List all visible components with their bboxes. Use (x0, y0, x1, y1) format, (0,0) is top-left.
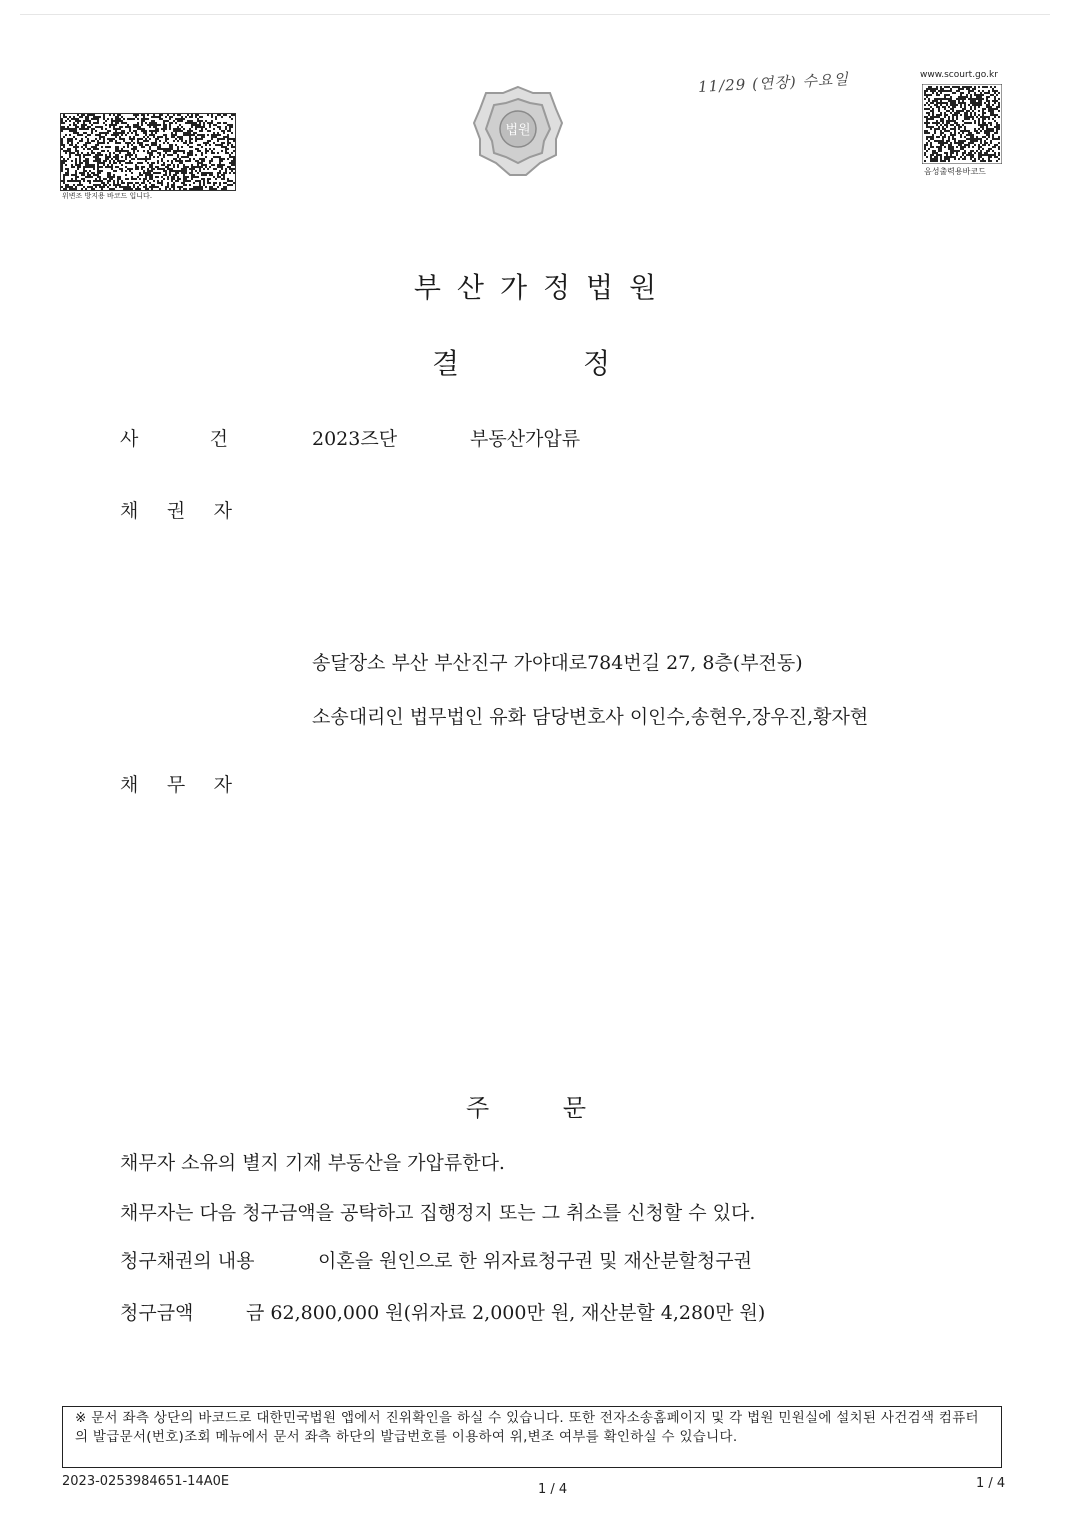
creditor-label (120, 496, 232, 523)
debtor-label-char: 자 (213, 774, 232, 796)
case-label (120, 424, 228, 451)
debtor-label-char: 무 (166, 774, 186, 796)
doc-title-left: 결 (432, 347, 460, 380)
creditor-label-char: 권 (166, 500, 186, 522)
anti-forgery-barcode (60, 113, 236, 191)
main-order-title-char: 주 (466, 1094, 490, 1122)
court-name: 부산가정법원 (413, 271, 673, 304)
amount-value: 금 62,800,000 원(위자료 2,000만 원, 재산분할 4,280만 원) (246, 1302, 766, 1324)
handwritten-note: 11/29 (연장) 수요일 (697, 70, 850, 96)
page-number-right: 1 / 4 (976, 1476, 1006, 1491)
main-order-title-char: 문 (562, 1094, 586, 1122)
svg-text:법원: 법원 (505, 123, 531, 138)
document-title (432, 342, 610, 382)
case-name: 부동산가압류 (470, 428, 581, 450)
case-label-char: 건 (209, 428, 228, 450)
issue-number: 2023-0253984651-14A0E (62, 1474, 230, 1489)
order-line-2: 채무자는 다음 청구금액을 공탁하고 집행정지 또는 그 취소를 신청할 수 있다. (120, 1202, 756, 1224)
court-seal-icon (470, 83, 566, 179)
creditor-label-char: 자 (213, 500, 232, 522)
qr-caption: 음성출력용바코드 (924, 167, 986, 176)
debtor-label-char: 채 (120, 774, 139, 796)
debtor-label (120, 770, 232, 797)
claim-label: 청구채권의 내용 (120, 1250, 255, 1272)
creditor-label-char: 채 (120, 500, 139, 522)
qr-code-icon (922, 84, 1002, 164)
top-rule (20, 14, 1050, 15)
amount-label: 청구금액 (120, 1302, 194, 1324)
barcode-caption: 위변조 방지용 바코드 입니다. (62, 192, 153, 200)
main-order-title (466, 1088, 586, 1123)
page-number-center: 1 / 4 (538, 1482, 568, 1497)
attorney: 소송대리인 법무법인 유화 담당변호사 이인수,송현우,장우진,황자현 (312, 706, 869, 728)
order-line-1: 채무자 소유의 별지 기재 부동산을 가압류한다. (120, 1152, 505, 1174)
case-number: 2023즈단 (312, 428, 398, 450)
doc-title-right: 정 (582, 347, 610, 380)
qr-url: www.scourt.go.kr (920, 70, 998, 80)
case-label-char: 사 (120, 428, 139, 450)
verification-notice: ※ 문서 좌측 상단의 바코드로 대한민국법원 앱에서 진위확인을 하실 수 있습니다. 또한 전자소송홈페이지 및 각 법원 민원실에 설치된 사건검색 컴퓨터의 발급문서(번호)조회 메뉴에서 문서 좌측 하단의 발급번호를 이용하여 위,변조 여부를 확인하실 수 있습니다. (62, 1406, 1002, 1468)
service-address: 송달장소 부산 부산진구 가야대로784번길 27, 8층(부전동) (312, 652, 803, 674)
claim-value: 이혼을 원인으로 한 위자료청구권 및 재산분할청구권 (318, 1250, 752, 1272)
